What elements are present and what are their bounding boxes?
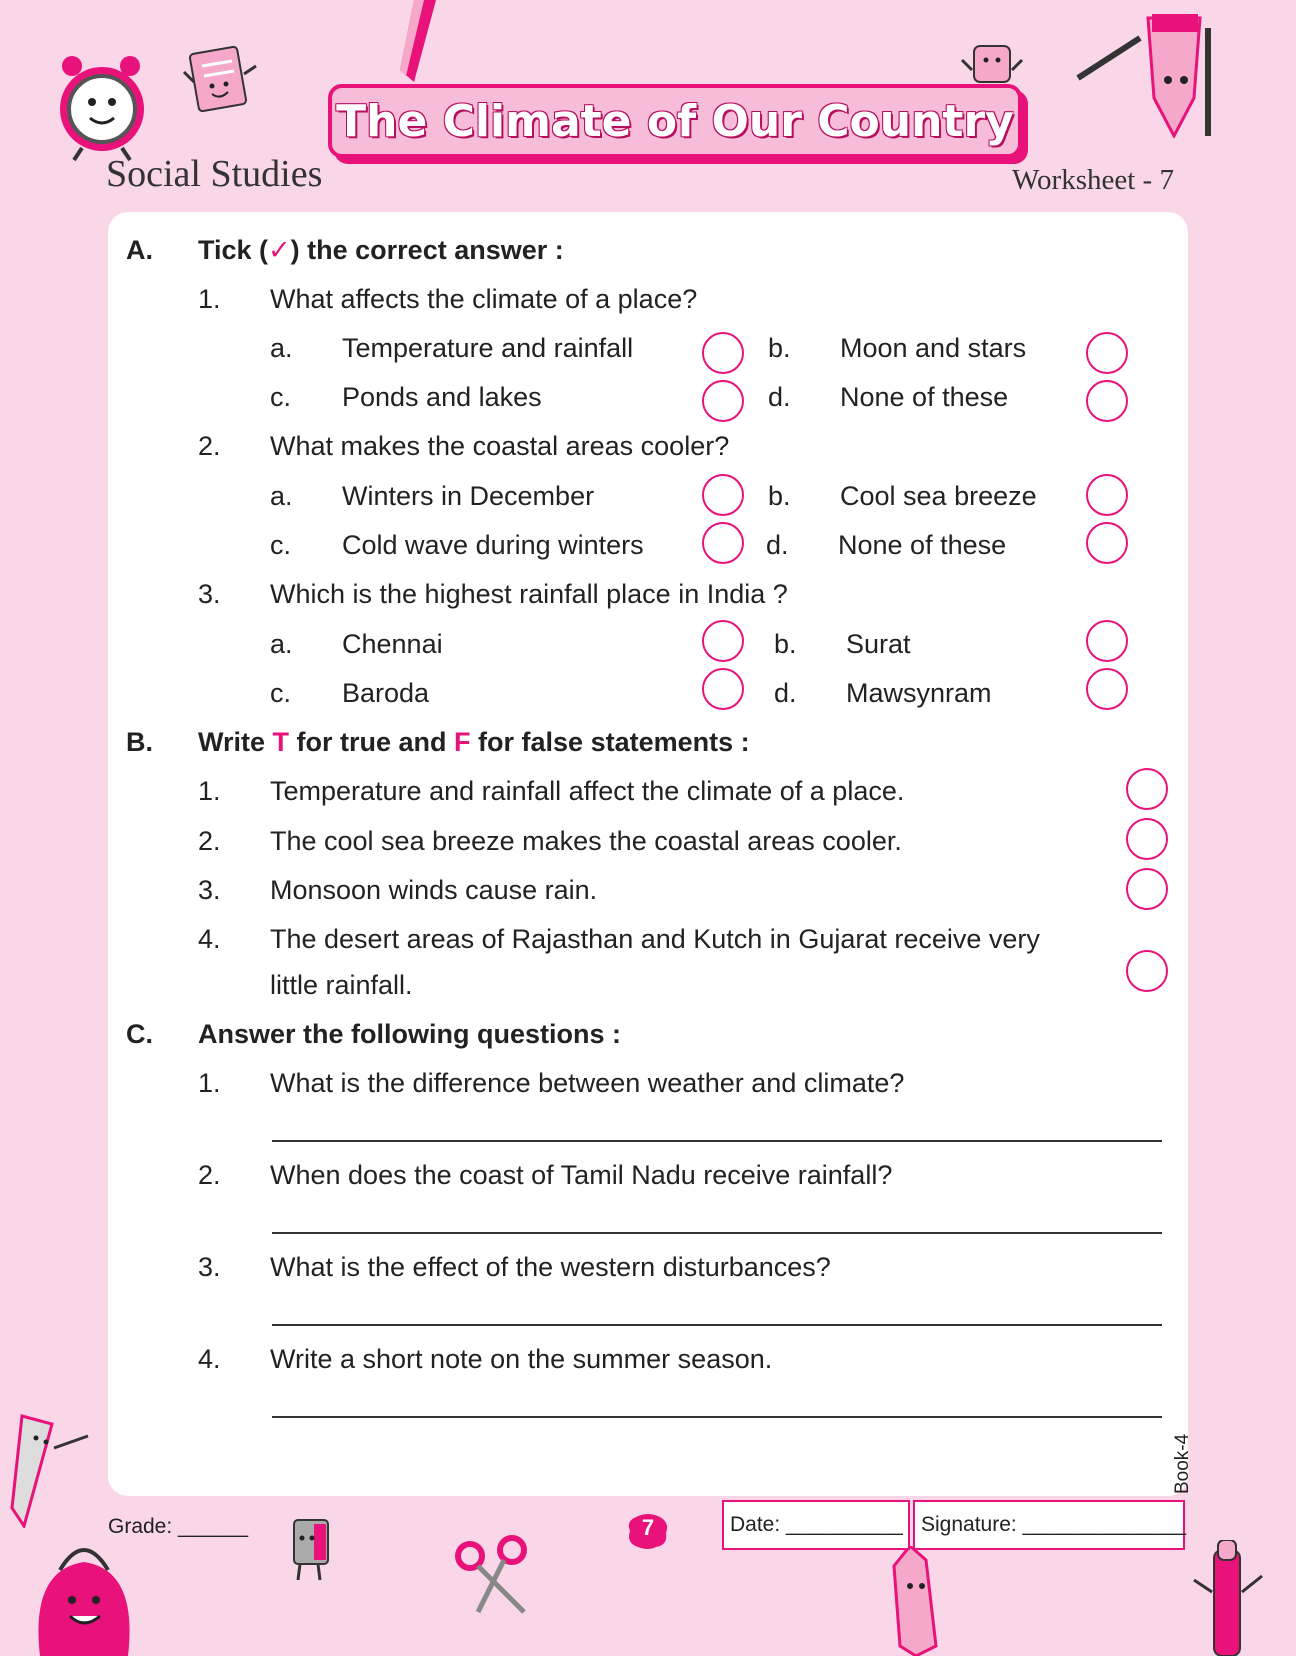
section-b-heading <box>198 726 750 758</box>
option-text: Mawsynram <box>846 678 992 708</box>
option-letter: c. <box>270 530 292 560</box>
book-label: Book-4 <box>1172 1433 1193 1494</box>
option-letter: a. <box>270 629 293 659</box>
title-banner <box>328 84 1022 158</box>
question-text: What affects the climate of a place? <box>270 284 698 314</box>
true-false-circle[interactable] <box>1126 868 1168 910</box>
false-letter: F <box>454 727 471 757</box>
option-letter: d. <box>766 530 789 560</box>
statement-text: The cool sea breeze makes the coastal areas cooler. <box>270 826 902 856</box>
statement-number: 3. <box>198 875 221 905</box>
statement-number: 1. <box>198 776 221 806</box>
question-number: 1. <box>198 284 221 314</box>
statement-text-continued: little rainfall. <box>270 970 413 1000</box>
question-text: Which is the highest rainfall place in India ? <box>270 579 788 609</box>
option-letter: a. <box>270 333 293 363</box>
option-text: Cool sea breeze <box>840 481 1037 511</box>
pen-character-icon <box>1190 1540 1270 1656</box>
answer-circle[interactable] <box>702 668 744 710</box>
option-text: None of these <box>838 530 1007 560</box>
option-text: Baroda <box>342 678 430 708</box>
answer-circle[interactable] <box>1086 474 1128 516</box>
option-letter: c. <box>270 678 292 708</box>
eraser-icon <box>958 40 1028 90</box>
option-letter: b. <box>768 481 791 511</box>
section-b-heading-2: for true and <box>289 727 455 757</box>
option-text: Winters in December <box>342 481 595 511</box>
answer-line[interactable] <box>272 1232 1162 1234</box>
question-text: Write a short note on the summer season. <box>270 1344 773 1374</box>
section-b-letter: B. <box>126 727 153 757</box>
option-text: None of these <box>840 382 1009 412</box>
pencil-character-icon <box>1068 8 1218 138</box>
question-text: What is the difference between weather and climate? <box>270 1068 905 1098</box>
answer-circle[interactable] <box>1086 620 1128 662</box>
answer-line[interactable] <box>272 1324 1162 1326</box>
true-false-circle[interactable] <box>1126 950 1168 992</box>
question-number: 3. <box>198 1252 221 1282</box>
page-title: The Climate of Our Country <box>336 95 1014 147</box>
statement-number: 4. <box>198 924 221 954</box>
answer-line[interactable] <box>272 1140 1162 1142</box>
subject-label: Social Studies <box>106 153 323 195</box>
section-c-heading: Answer the following questions : <box>198 1019 622 1049</box>
section-a-heading-post: ) the correct answer : <box>290 235 564 265</box>
option-letter: b. <box>774 629 797 659</box>
alarm-clock-icon <box>52 44 152 164</box>
statement-text: Monsoon winds cause rain. <box>270 875 598 905</box>
section-a-heading <box>198 234 564 266</box>
crayon-icon <box>880 1546 960 1656</box>
question-text: What makes the coastal areas cooler? <box>270 431 730 461</box>
bag-icon <box>20 1530 150 1656</box>
question-number: 2. <box>198 1160 221 1190</box>
tick-mark: ✓ <box>268 235 291 265</box>
answer-circle[interactable] <box>1086 332 1128 374</box>
statement-text: The desert areas of Rajasthan and Kutch in Gujarat receive very <box>270 924 1040 954</box>
option-text: Cold wave during winters <box>342 530 644 560</box>
option-letter: d. <box>768 382 791 412</box>
true-letter: T <box>272 727 290 757</box>
statement-text: Temperature and rainfall affect the climate of a place. <box>270 776 905 806</box>
statement-number: 2. <box>198 826 221 856</box>
answer-circle[interactable] <box>702 380 744 422</box>
answer-circle[interactable] <box>1086 522 1128 564</box>
option-text: Chennai <box>342 629 443 659</box>
option-text: Ponds and lakes <box>342 382 542 412</box>
answer-circle[interactable] <box>702 522 744 564</box>
answer-circle[interactable] <box>702 332 744 374</box>
answer-line[interactable] <box>272 1416 1162 1418</box>
section-c-letter: C. <box>126 1019 153 1049</box>
option-text: Surat <box>846 629 911 659</box>
notepad-icon <box>178 44 262 124</box>
question-number: 3. <box>198 579 221 609</box>
true-false-circle[interactable] <box>1126 768 1168 810</box>
question-text: When does the coast of Tamil Nadu receive rainfall? <box>270 1160 893 1190</box>
answer-circle[interactable] <box>702 474 744 516</box>
sharpener-icon <box>284 1516 344 1586</box>
signature-field: Signature: ______________ <box>921 1513 1187 1536</box>
option-text: Moon and stars <box>840 333 1027 363</box>
section-a-heading-pre: Tick ( <box>198 235 269 265</box>
true-false-circle[interactable] <box>1126 818 1168 860</box>
section-b-heading-3: for false statements : <box>470 727 750 757</box>
date-box[interactable] <box>722 1500 910 1550</box>
answer-circle[interactable] <box>1086 668 1128 710</box>
question-number: 4. <box>198 1344 221 1374</box>
option-letter: a. <box>270 481 293 511</box>
grade-field[interactable]: Grade: ______ <box>108 1515 249 1538</box>
worksheet-label: Worksheet - 7 <box>1012 164 1174 196</box>
answer-circle[interactable] <box>702 620 744 662</box>
section-a-letter: A. <box>126 235 153 265</box>
page-number: 7 <box>641 1515 655 1540</box>
date-field: Date: __________ <box>730 1513 903 1536</box>
scissors-icon <box>454 1534 534 1614</box>
option-letter: b. <box>768 333 791 363</box>
question-number: 2. <box>198 431 221 461</box>
section-b-heading-1: Write <box>198 727 273 757</box>
ruler-icon <box>8 1408 98 1528</box>
option-letter: c. <box>270 382 292 412</box>
question-text: What is the effect of the western disturbances? <box>270 1252 831 1282</box>
option-letter: d. <box>774 678 797 708</box>
signature-box[interactable] <box>913 1500 1185 1550</box>
answer-circle[interactable] <box>1086 380 1128 422</box>
pencil-icon <box>384 0 444 90</box>
option-text: Temperature and rainfall <box>342 333 634 363</box>
question-number: 1. <box>198 1068 221 1098</box>
